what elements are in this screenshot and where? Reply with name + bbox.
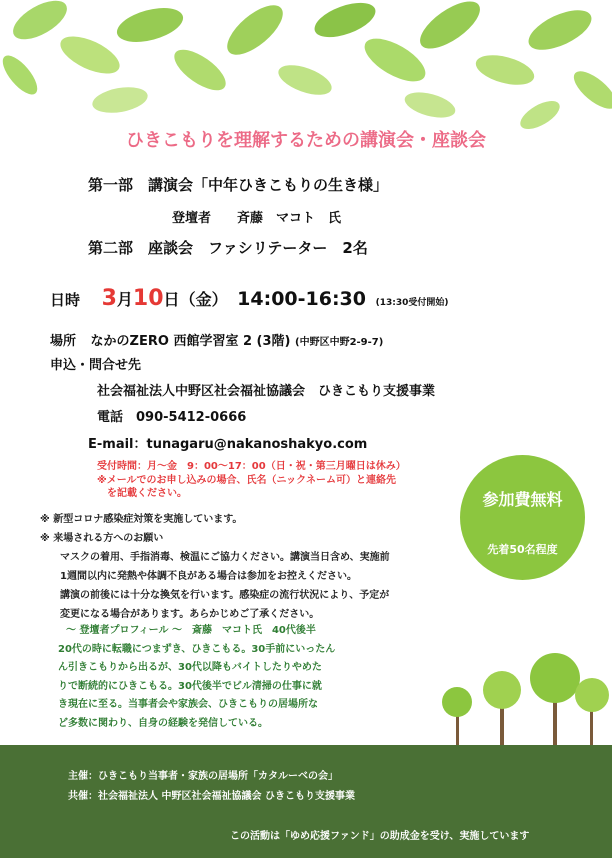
request-line: 変更になる場合があります。あらかじめご了承ください。 <box>60 609 320 620</box>
date-month-unit: 月 <box>116 290 133 309</box>
part1-line: 第一部 講演会「中年ひきこもりの生き様」 <box>88 176 389 194</box>
request-title: ※ 来場される方へのお願い <box>40 533 164 544</box>
profile-line: ど多数に関わり、自身の経験を発信している。 <box>58 717 268 729</box>
notes-block <box>40 510 480 624</box>
footer-fund: この活動は「ゆめ応援ファンド」の助成金を受け、実施しています <box>230 831 530 842</box>
request-line: 講演の前後には十分な換気を行います。感染症の流行状況により、予定が <box>60 590 390 601</box>
footer-cohost: 共催：社会福祉法人 中野区社会福祉協議会 ひきこもり支援事業 <box>68 791 355 802</box>
date-month: 3 <box>101 286 117 311</box>
profile-line: き現在に至る。当事者会や家族会、ひきこもりの居場所な <box>58 699 318 710</box>
footer-host: 主催：ひきこもり当事者・家族の居場所「カタルーベの会」 <box>68 771 338 782</box>
fee-capacity: 先着50名程度 <box>487 543 558 556</box>
profile-line: 20代の時に転職につまずき、ひきこもる。30手前にいったん <box>58 643 336 655</box>
reception-hours: 受付時間：月〜金 9：00〜17：00（日・祝・第三月曜日は休み） <box>97 461 406 472</box>
contact-label: 申込・問合せ先 <box>50 358 142 373</box>
date-day-unit: 日 <box>163 290 180 309</box>
request-line: 1週間以内に発熱や体調不良がある場合は参加をお控えください。 <box>60 571 357 582</box>
leaves-decoration <box>0 0 612 140</box>
request-lines <box>40 548 480 624</box>
covid-note: ※ 新型コロナ感染症対策を実施しています。 <box>40 514 243 525</box>
contact-org: 社会福祉法人中野区社会福祉協議会 ひきこもり支援事業 <box>97 384 436 399</box>
place-address: (中野区中野2-9-7) <box>295 337 384 348</box>
date-reception: (13:30受付開始) <box>375 298 449 308</box>
request-line: マスクの着用、手指消毒、検温にご協力ください。講演当日含め、実施前 <box>60 552 390 563</box>
date-time: 14:00-16:30 <box>237 288 366 310</box>
footer <box>0 745 612 858</box>
date-weekday: （金） <box>179 290 228 309</box>
date-line <box>50 286 448 311</box>
place-venue: なかのZERO 西館学習室 2 (3階) <box>90 334 291 349</box>
place-line <box>50 330 383 349</box>
mail-note-1: ※メールでのお申し込みの場合、氏名（ニックネーム可）と連絡先 <box>97 475 397 486</box>
event-title: ひきこもりを理解するための講演会・座談会 <box>126 130 486 151</box>
contact-phone: 電話 090-5412-0666 <box>97 410 247 425</box>
date-label: 日時 <box>50 291 81 309</box>
speaker-line: 登壇者 斉藤 マコト 氏 <box>172 211 342 226</box>
fee-label: 参加費無料 <box>482 490 563 509</box>
profile-line: ん引きこもりから出るが、30代以降もバイトしたりやめた <box>58 662 322 673</box>
trees-illustration <box>420 650 612 750</box>
date-day: 10 <box>132 286 164 311</box>
part2-line: 第二部 座談会 ファシリテーター 2名 <box>88 239 368 257</box>
profile-heading: 〜 登壇者プロフィール 〜 斎藤 マコト氏 40代後半 <box>66 625 316 636</box>
place-label: 場所 <box>50 334 77 349</box>
profile-block <box>58 622 418 733</box>
contact-email[interactable]: E-mail：tunagaru@nakanoshakyo.com <box>88 437 368 452</box>
profile-line: りで断続的にひきこもる。30代後半でビル清掃の仕事に就 <box>58 680 322 692</box>
mail-note-2: を記載ください。 <box>107 488 187 499</box>
